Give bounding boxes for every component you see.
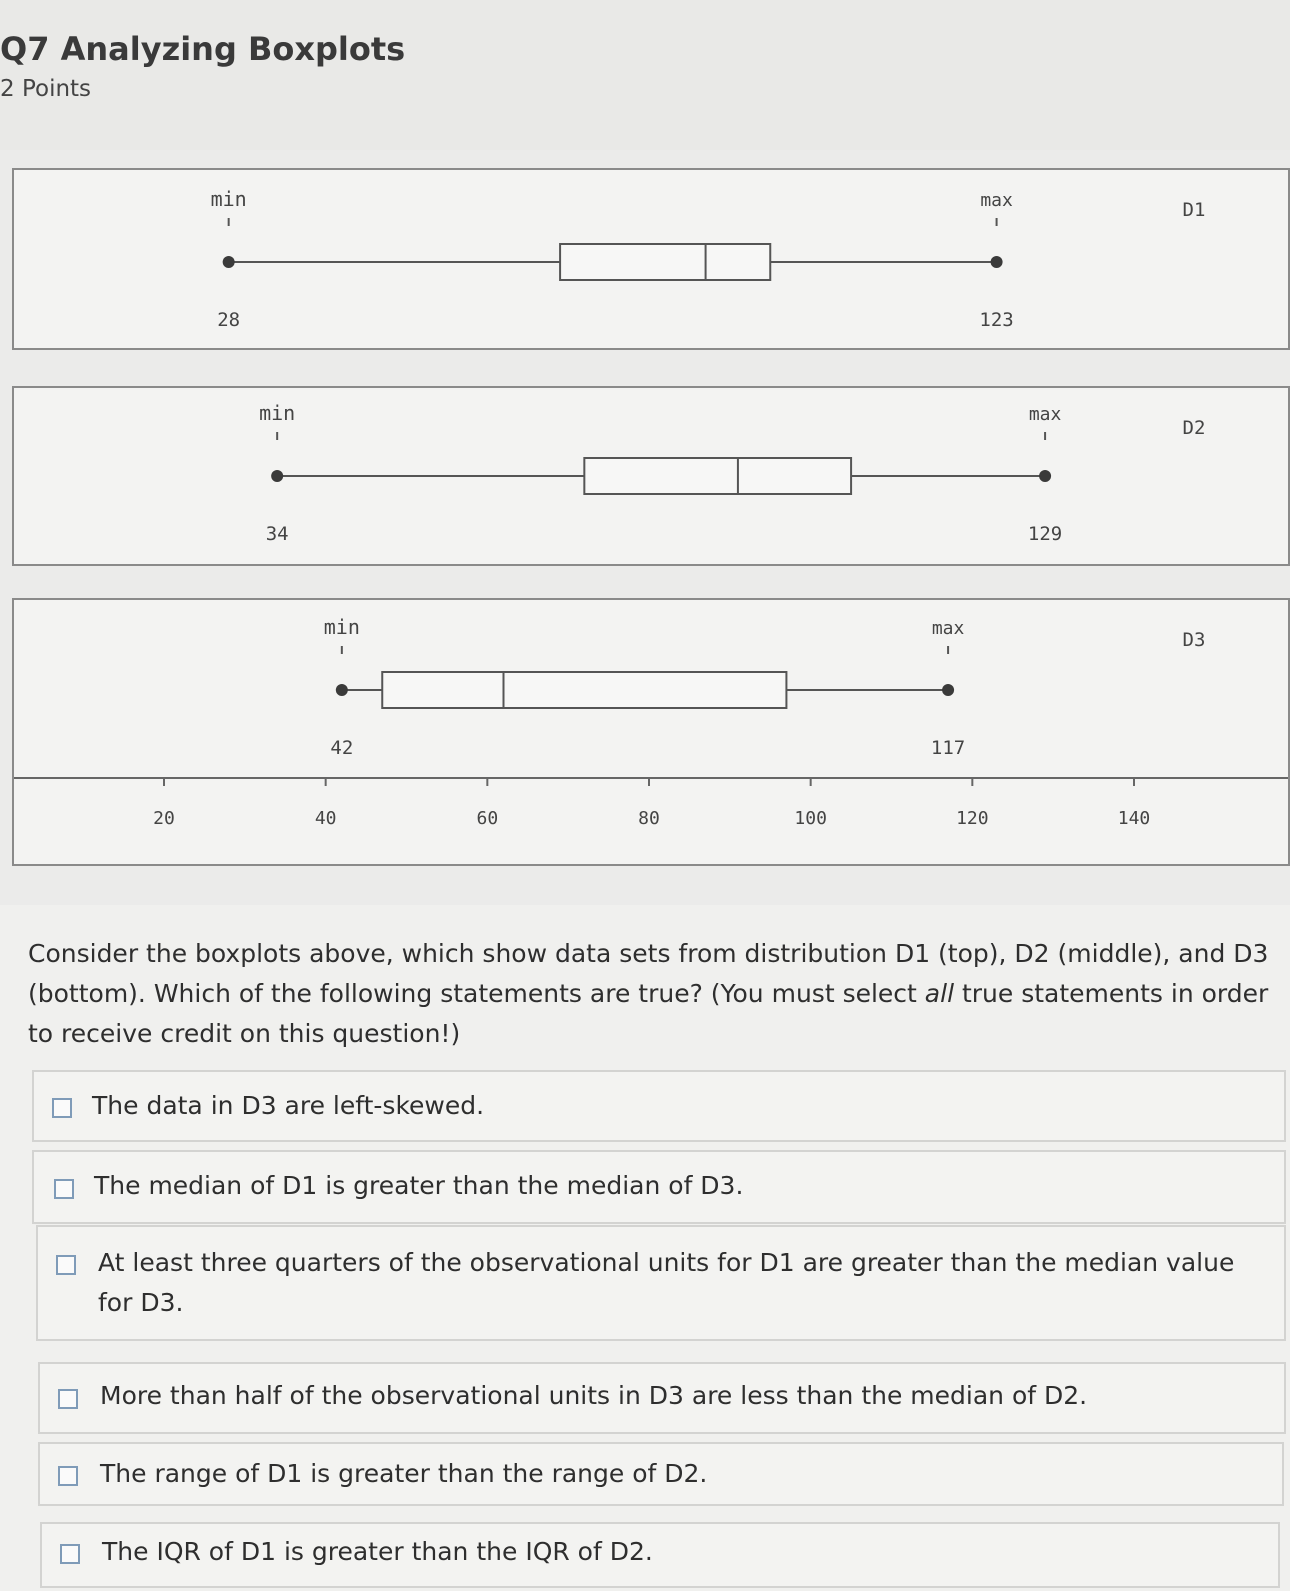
checkbox-option-5[interactable] [58,1466,78,1486]
d1-min-value: 28 [217,309,241,331]
boxplot-d2-svg [14,388,1288,564]
x-axis-tick-label: 100 [794,808,827,829]
checkbox-option-3[interactable] [56,1255,76,1275]
answer-option-2[interactable] [32,1150,1286,1224]
option-5-label: The range of D1 is greater than the range of D2. [100,1459,708,1488]
x-axis-tick-label: 140 [1117,808,1151,829]
boxplot-d1-svg [14,170,1288,348]
checkbox-option-6[interactable] [60,1544,80,1564]
d1-max-value: 123 [979,309,1014,331]
option-1-label: The data in D3 are left-skewed. [92,1091,485,1120]
boxplot-figure [0,150,1290,905]
d3-min-point [336,684,348,696]
prompt-text-1: Consider the boxplots above, which show data sets from distribution D1 (top), D2 (middle), and D3 (bottom). Which of the following statements are true? (You must select [28,939,1269,1008]
prompt-text-2: true statements in order to receive credit on this question!) [28,979,1269,1048]
d3-max-label: max [931,618,965,639]
d1-max-label: max [980,190,1013,211]
option-3-label: At least three quarters of the observational units for D1 are greater than the median value for D3. [98,1248,1235,1317]
x-axis-tick-label: 40 [314,808,337,829]
d1-box [560,244,770,280]
d1-max-point [991,256,1003,268]
x-axis-tick-label: 80 [638,808,660,829]
d3-box [382,672,786,708]
x-axis-tick-label: 120 [956,808,989,829]
d3-max-point [942,684,954,696]
boxplot-panel-d2 [12,386,1290,566]
d2-min-label: min [259,401,296,425]
question-prompt [28,934,1278,1054]
d2-series-label: D2 [1182,417,1206,439]
d2-min-point [271,470,283,482]
question-points: 2 Points [0,76,92,102]
d1-min-point [223,256,235,268]
d3-series-label: D3 [1182,629,1206,651]
d2-min-value: 34 [265,523,289,545]
answer-option-4[interactable] [38,1362,1286,1434]
d1-series-label: D1 [1182,199,1206,221]
d3-min-label: min [323,615,360,639]
d2-max-label: max [1028,404,1062,425]
question-title: Q7 Analyzing Boxplots [0,30,406,68]
answer-option-6[interactable] [40,1522,1280,1588]
boxplot-panel-d1 [12,168,1290,350]
answer-option-3[interactable] [36,1225,1286,1341]
d2-box [584,458,851,494]
boxplot-panel-d3 [12,598,1290,866]
x-axis-tick-label: 20 [153,808,175,829]
boxplot-d3-svg [14,600,1288,864]
answer-option-1[interactable] [32,1070,1286,1142]
option-2-label: The median of D1 is greater than the median of D3. [94,1171,744,1200]
x-axis-tick-label: 60 [476,808,499,829]
checkbox-option-4[interactable] [58,1389,78,1409]
prompt-emphasis: all [924,979,955,1008]
d1-min-label: min [210,187,247,211]
checkbox-option-1[interactable] [52,1098,72,1118]
option-4-label: More than half of the observational units in D3 are less than the median of D2. [100,1381,1088,1410]
d2-max-point [1039,470,1051,482]
d3-min-value: 42 [330,737,354,759]
option-6-label: The IQR of D1 is greater than the IQR of D2. [102,1537,653,1566]
answer-option-5[interactable] [38,1442,1284,1506]
d2-max-value: 129 [1027,523,1063,545]
checkbox-option-2[interactable] [54,1179,74,1199]
d3-max-value: 117 [930,737,966,759]
